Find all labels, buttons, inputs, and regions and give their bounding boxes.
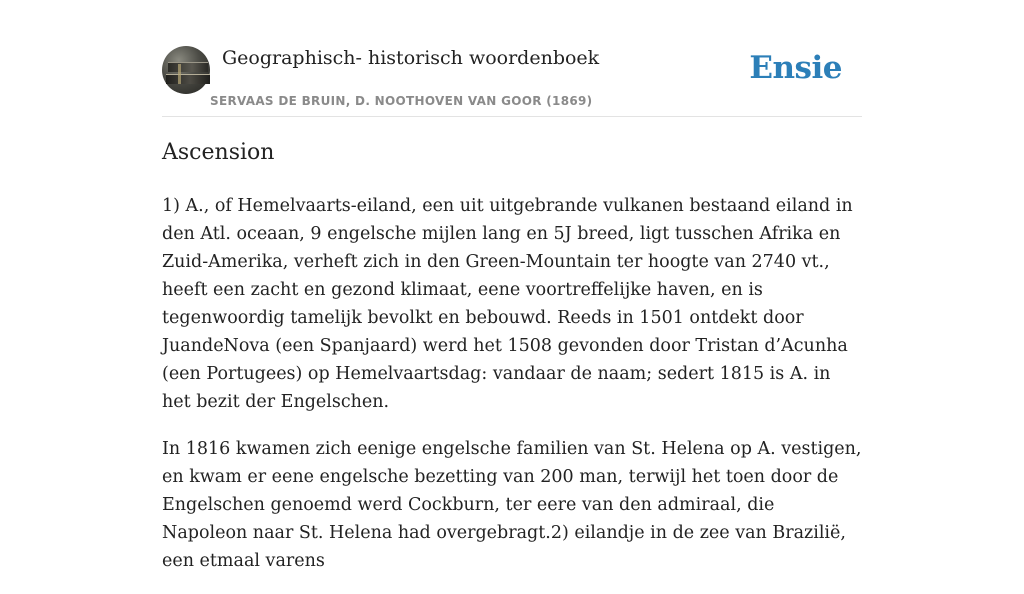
book-header xyxy=(162,46,862,117)
book-stack-icon xyxy=(168,62,208,72)
entry-title: Ascension xyxy=(162,140,275,165)
book-spine xyxy=(166,74,210,84)
book-band xyxy=(178,64,181,84)
book-author: SERVAAS DE BRUIN, D. NOOTHOVEN VAN GOOR (1869) xyxy=(210,94,593,108)
entry-content xyxy=(162,192,864,594)
entry-paragraph: 1) A., of Hemelvaarts-eiland, een uit uitgebrande vulkanen bestaand eiland in den Atl. oceaan, 9 engelsche mijlen lang en 5J breed, ligt tusschen Afrika en Zuid-Amerika, verheft zich in den Green-Mountain ter hoogte van 2740 vt., heeft een zacht en gezond klimaat, eene voortreffelijke haven, en is tegenwoordig tamelijk bevolkt en bebouwd. Reeds in 1501 ontdekt door JuandeNova (een Spanjaard) werd het 1508 gevonden door Tristan d’Acunha (een Portugees) op Hemelvaartsdag: vandaar de naam; sedert 1815 is A. in het bezit der Engelschen. xyxy=(162,196,853,412)
entry-paragraph: In 1816 kwamen zich eenige engelsche familien van St. Helena op A. vestigen, en kwam er eene engelsche bezetting van 200 man, terwijl het toen door de Engelschen genoemd werd Cockburn, ter eere van den admiraal, die Napoleon naar St. Helena had overgebragt.2) eilandje in de zee van Brazilië, een etmaal varens xyxy=(162,439,862,571)
ensie-logo[interactable]: Ensie xyxy=(749,50,842,86)
book-cover-avatar[interactable] xyxy=(162,46,210,94)
book-title[interactable]: Geographisch- historisch woordenboek xyxy=(222,47,600,69)
